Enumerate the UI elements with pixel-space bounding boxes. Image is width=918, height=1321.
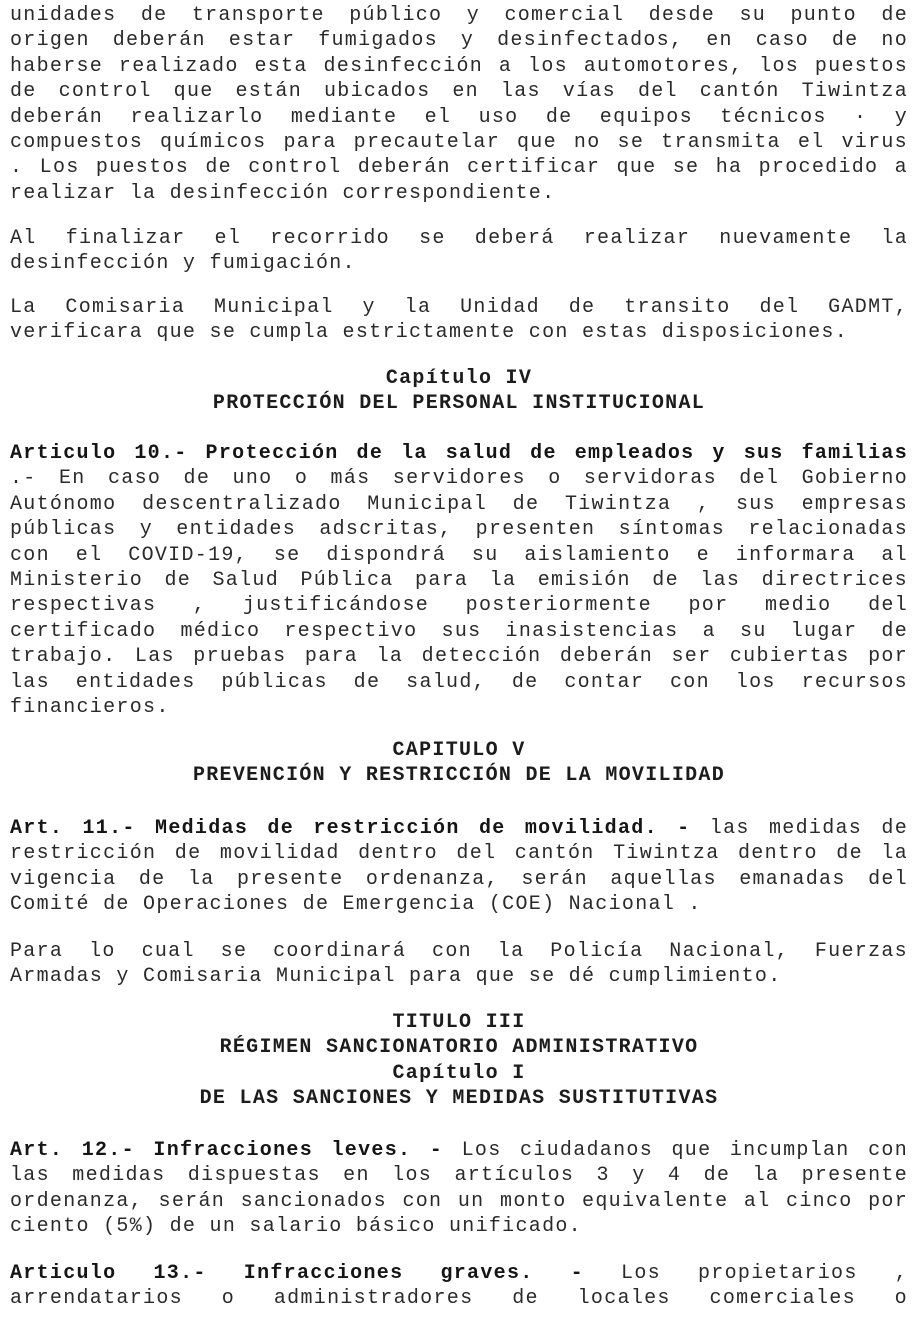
heading-capitulo-v [10, 738, 908, 789]
article-13 [10, 1261, 908, 1312]
line-text: arrendatarios o administradores de locales comerciales o [10, 1287, 908, 1311]
line-text: desinfección y fumigación. [10, 252, 356, 276]
line-text: Los ciudadanos que incumplan con [443, 1139, 908, 1162]
article-title: Art. 11.- Medidas de restricción de movilidad. - [10, 817, 691, 840]
line-text: deberán realizarlo mediante el uso de equipos técnicos · y [10, 105, 908, 129]
paragraph-final-disinfection [10, 226, 908, 277]
line-text: Capítulo IV [385, 367, 533, 390]
line-text: las entidades públicas de salud, de contar con los recursos [10, 670, 908, 694]
text-line [10, 466, 908, 491]
line-text: respectivas , justificándose posteriormente por medio del [10, 594, 908, 618]
text-line [10, 79, 908, 104]
line-text: las medidas dispuestas en los artículos 3 y 4 de la presente [10, 1164, 908, 1188]
line-text: Los propietarios , [583, 1262, 908, 1285]
text-line [10, 867, 908, 892]
line-text: financieros. [10, 695, 170, 719]
text-line [10, 644, 908, 669]
line-text: vigencia de la presente ordenanza, serán aquellas emanadas del [10, 867, 908, 891]
text-line [10, 1189, 908, 1214]
line-text: realizar la desinfección correspondiente. [10, 181, 556, 205]
text-line [10, 517, 908, 542]
line-text: RÉGIMEN SANCIONATORIO ADMINISTRATIVO [219, 1036, 699, 1060]
text-line [10, 1286, 908, 1311]
line-text: . Los puestos de control deberán certificar que se ha procedido a [10, 156, 908, 180]
text-line [10, 543, 908, 568]
line-text: Capítulo I [392, 1061, 526, 1085]
article-12 [10, 1138, 908, 1240]
text-line [10, 1163, 908, 1188]
line-text: verificara que se cumpla estrictamente con estas disposiciones. [10, 321, 849, 345]
line-text: haberse realizado esta desinfección a los automotores, los puestos [10, 54, 908, 78]
line-text: ordenanza, serán sancionados con un monto equivalente al cinco por [10, 1189, 908, 1213]
line-text: unidades de transporte público y comercial desde su punto de [10, 4, 908, 27]
line-text: compuestos químicos para precautelar que no se transmita el virus [10, 130, 908, 154]
line-text: origen deberán estar fumigados y desinfectados, en caso de no [10, 29, 908, 53]
text-line [10, 1214, 908, 1239]
paragraph-comisaria [10, 295, 908, 346]
text-line [10, 1261, 908, 1286]
line-text: Autónomo descentralizado Municipal de Tiwintza , sus empresas [10, 492, 908, 516]
text-line [10, 181, 908, 206]
line-text: Comité de Operaciones de Emergencia (COE) Nacional . [10, 893, 702, 917]
text-line [10, 892, 908, 917]
line-text: CAPITULO V [392, 739, 526, 762]
text-line [10, 320, 908, 345]
heading-line [10, 763, 908, 788]
line-text: con el COVID-19, se dispondrá su aislamiento e informara al [10, 543, 908, 567]
heading-line [10, 366, 908, 391]
text-line [10, 695, 908, 720]
line-text: las medidas de [690, 817, 908, 840]
text-line [10, 441, 908, 466]
text-line [10, 251, 908, 276]
text-line [10, 593, 908, 618]
text-line [10, 54, 908, 79]
line-text: trabajo. Las pruebas para la detección deberán ser cubiertas por [10, 645, 908, 669]
article-title: Articulo 10.- Protección de la salud de empleados y sus familias [10, 442, 908, 465]
line-text: La Comisaria Municipal y la Unidad de transito del GADMT, [10, 296, 908, 319]
article-10 [10, 441, 908, 720]
text-line [10, 105, 908, 130]
line-text: TITULO III [392, 1011, 526, 1034]
line-text: Ministerio de Salud Pública para la emisión de las directrices [10, 568, 908, 592]
line-text: DE LAS SANCIONES Y MEDIDAS SUSTITUTIVAS [199, 1087, 719, 1111]
text-line [10, 619, 908, 644]
article-title: Articulo 13.- Infracciones graves. - [10, 1262, 584, 1285]
heading-line [10, 1061, 908, 1086]
text-line [10, 130, 908, 155]
paragraph-coordination [10, 939, 908, 990]
heading-line [10, 1035, 908, 1060]
line-text: públicas y entidades adscritas, presenten síntomas relacionadas [10, 518, 908, 542]
text-line [10, 226, 908, 251]
line-text: Armadas y Comisaria Municipal para que se dé cumplimiento. [10, 965, 782, 989]
line-text: restricción de movilidad dentro del cantón Tiwintza dentro de la [10, 842, 908, 866]
text-line [10, 816, 908, 841]
heading-line [10, 1010, 908, 1035]
article-11 [10, 816, 908, 918]
heading-line [10, 391, 908, 416]
text-line [10, 568, 908, 593]
text-line [10, 670, 908, 695]
paragraph-fumigation [10, 3, 908, 206]
heading-line [10, 1086, 908, 1111]
text-line [10, 28, 908, 53]
line-text: Para lo cual se coordinará con la Policía Nacional, Fuerzas [10, 940, 908, 963]
text-line [10, 295, 908, 320]
heading-line [10, 738, 908, 763]
line-text: certificado médico respectivo sus inasistencias a su lugar de [10, 619, 908, 643]
line-text: PREVENCIÓN Y RESTRICCIÓN DE LA MOVILIDAD [192, 764, 726, 788]
text-line [10, 964, 908, 989]
text-line [10, 155, 908, 180]
text-line [10, 841, 908, 866]
line-text: de control que están ubicados en las vías del cantón Tiwintza [10, 80, 908, 104]
line-text: Al finalizar el recorrido se deberá realizar nuevamente la [10, 227, 908, 250]
heading-capitulo-iv [10, 366, 908, 417]
heading-titulo-iii [10, 1010, 908, 1112]
article-title: Art. 12.- Infracciones leves. - [10, 1139, 444, 1162]
text-line [10, 492, 908, 517]
text-line [10, 3, 908, 28]
text-line [10, 1138, 908, 1163]
line-text: PROTECCIÓN DEL PERSONAL INSTITUCIONAL [212, 392, 706, 416]
text-line [10, 939, 908, 964]
line-text: ciento (5%) de un salario básico unificado. [10, 1215, 582, 1239]
line-text: .- En caso de uno o más servidores o servidoras del Gobierno [10, 467, 908, 491]
